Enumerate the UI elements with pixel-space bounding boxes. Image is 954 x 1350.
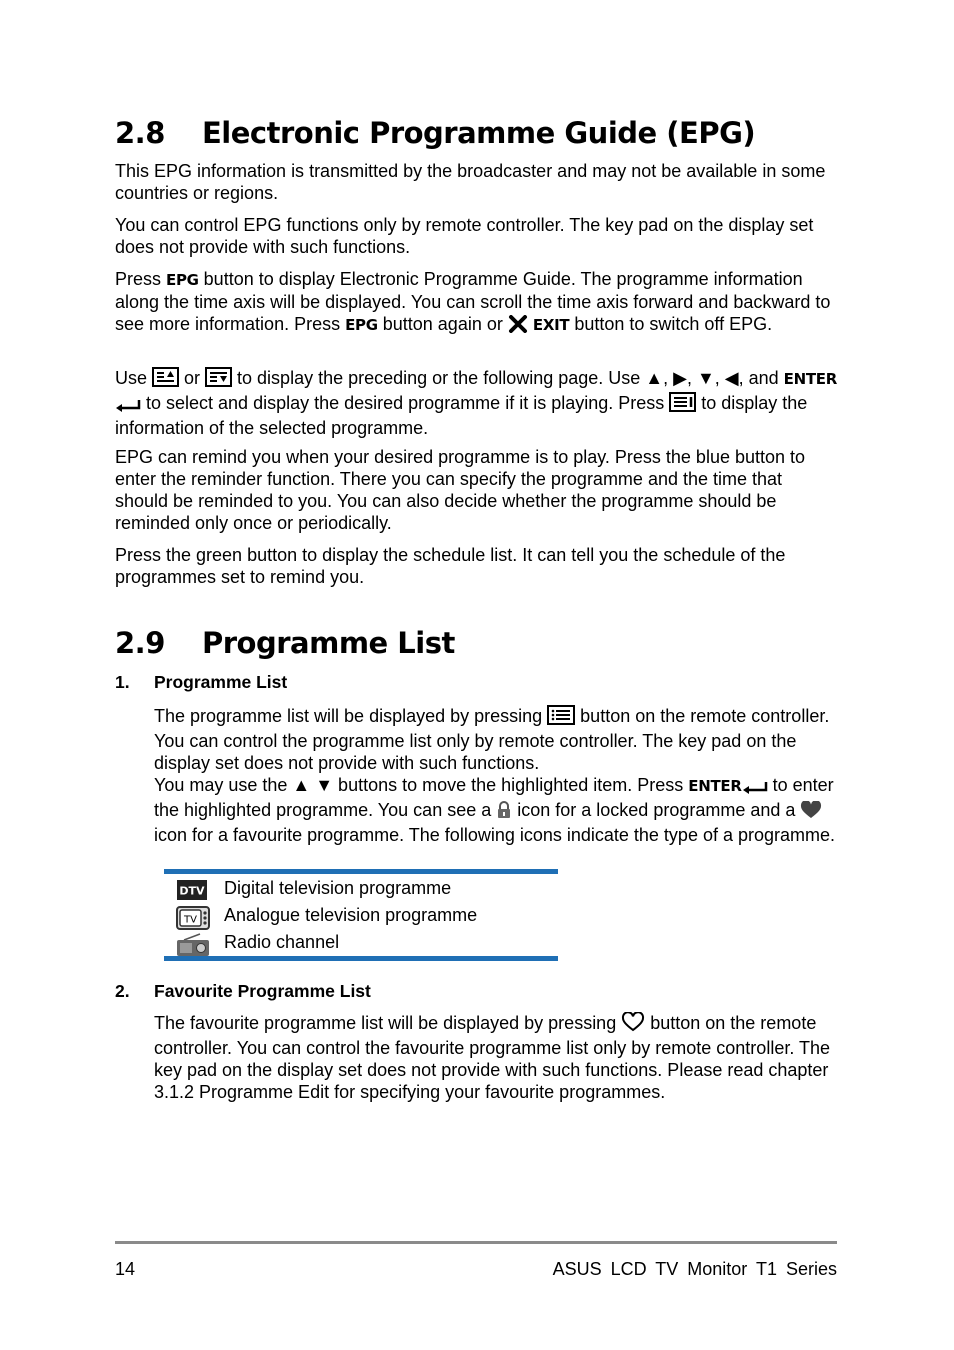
epg-navigation-paragraph: Use or to display the preceding or the following page. Use ▲, ▶, ▼, ◀, and ENTER to select and display the desired programme if it is playing. Press to display the information of the selected programme. [115, 368, 837, 438]
section-number: 2.8 [115, 116, 165, 150]
epg-control-paragraph: You can control EPG functions only by remote controller. The key pad on the display set does not provide with such functions. [115, 215, 814, 257]
radio-icon [176, 933, 210, 962]
footer-rule [115, 1241, 837, 1244]
page-number: 14 [115, 1259, 136, 1279]
dtv-icon [176, 879, 208, 906]
section-number: 2.9 [115, 626, 165, 660]
enter-arrow-icon [115, 395, 141, 417]
favourite-heart-icon [800, 801, 822, 824]
exit-key-label: EXIT [532, 316, 570, 334]
epg-press-paragraph: Press EPG button to display Electronic Programme Guide. The programme information along the time axis will be displayed. You can scroll the time axis forward and backward to see more information. Press EPG button again or EXIT button to switch off EPG. [115, 268, 840, 338]
page-up-icon [152, 367, 179, 392]
lock-icon [496, 801, 512, 824]
subsection-favourite-list: 2. Favourite Programme List [115, 981, 371, 1001]
enter-key-label: ENTER [783, 370, 837, 388]
section-2-8-heading [115, 116, 755, 150]
subsection-programme-list: 1. Programme List [115, 672, 288, 692]
table-row: TV Analogue television programme [164, 903, 558, 930]
table-row: Radio channel [164, 930, 558, 957]
epg-key-label: EPG [166, 271, 199, 289]
section-2-9-heading [115, 626, 455, 660]
svg-text:TV: TV [184, 914, 197, 926]
page-down-icon [205, 367, 232, 392]
footer-series-title: ASUS LCD TV Monitor T1 Series [552, 1259, 837, 1279]
programme-list-paragraph: The programme list will be displayed by pressing button on the remote controller. You can control the programme list only by remote controller. The key pad on the display set does not provide with such functions. You may use the ▲ ▼ buttons to move the highlighted item. Press ENTER to enter the highlighted programme. You can see a icon for a locked programme and a icon for a favourite programme. The following icons indicate the type of a programme. [154, 706, 836, 845]
favourite-heart-outline-icon [621, 1012, 645, 1037]
section-title: Programme List [202, 626, 455, 660]
epg-intro-paragraph: This EPG information is transmitted by the broadcaster and may not be available in some countries or regions. [115, 161, 826, 203]
enter-arrow-icon [742, 777, 768, 799]
epg-schedule-paragraph: Press the green button to display the schedule list. It can tell you the schedule of the programmes set to remind you. [115, 545, 786, 587]
table-row: DTV Digital television programme [164, 876, 558, 903]
programme-type-table [164, 869, 558, 961]
programme-list-icon [547, 705, 575, 730]
epg-reminder-paragraph: EPG can remind you when your desired programme is to play. Press the blue button to enter the reminder function. There you can specify the programme and the time that should be reminded to you. You can also decide whether the programme should be reminded only once or periodically. [115, 447, 806, 533]
epg-key-label: EPG [345, 316, 378, 334]
favourite-list-paragraph: The favourite programme list will be displayed by pressing button on the remote controller. You can control the favourite programme list only by remote controller. The key pad on the display set does not provide with such functions. Please read chapter 3.1.2 Programme Edit for specifying your favourite programmes. [154, 1013, 831, 1102]
info-icon [669, 392, 696, 417]
enter-key-label: ENTER [688, 777, 742, 795]
svg-text:DTV: DTV [179, 884, 205, 898]
section-title: Electronic Programme Guide (EPG) [202, 116, 756, 150]
close-x-icon [508, 315, 528, 338]
